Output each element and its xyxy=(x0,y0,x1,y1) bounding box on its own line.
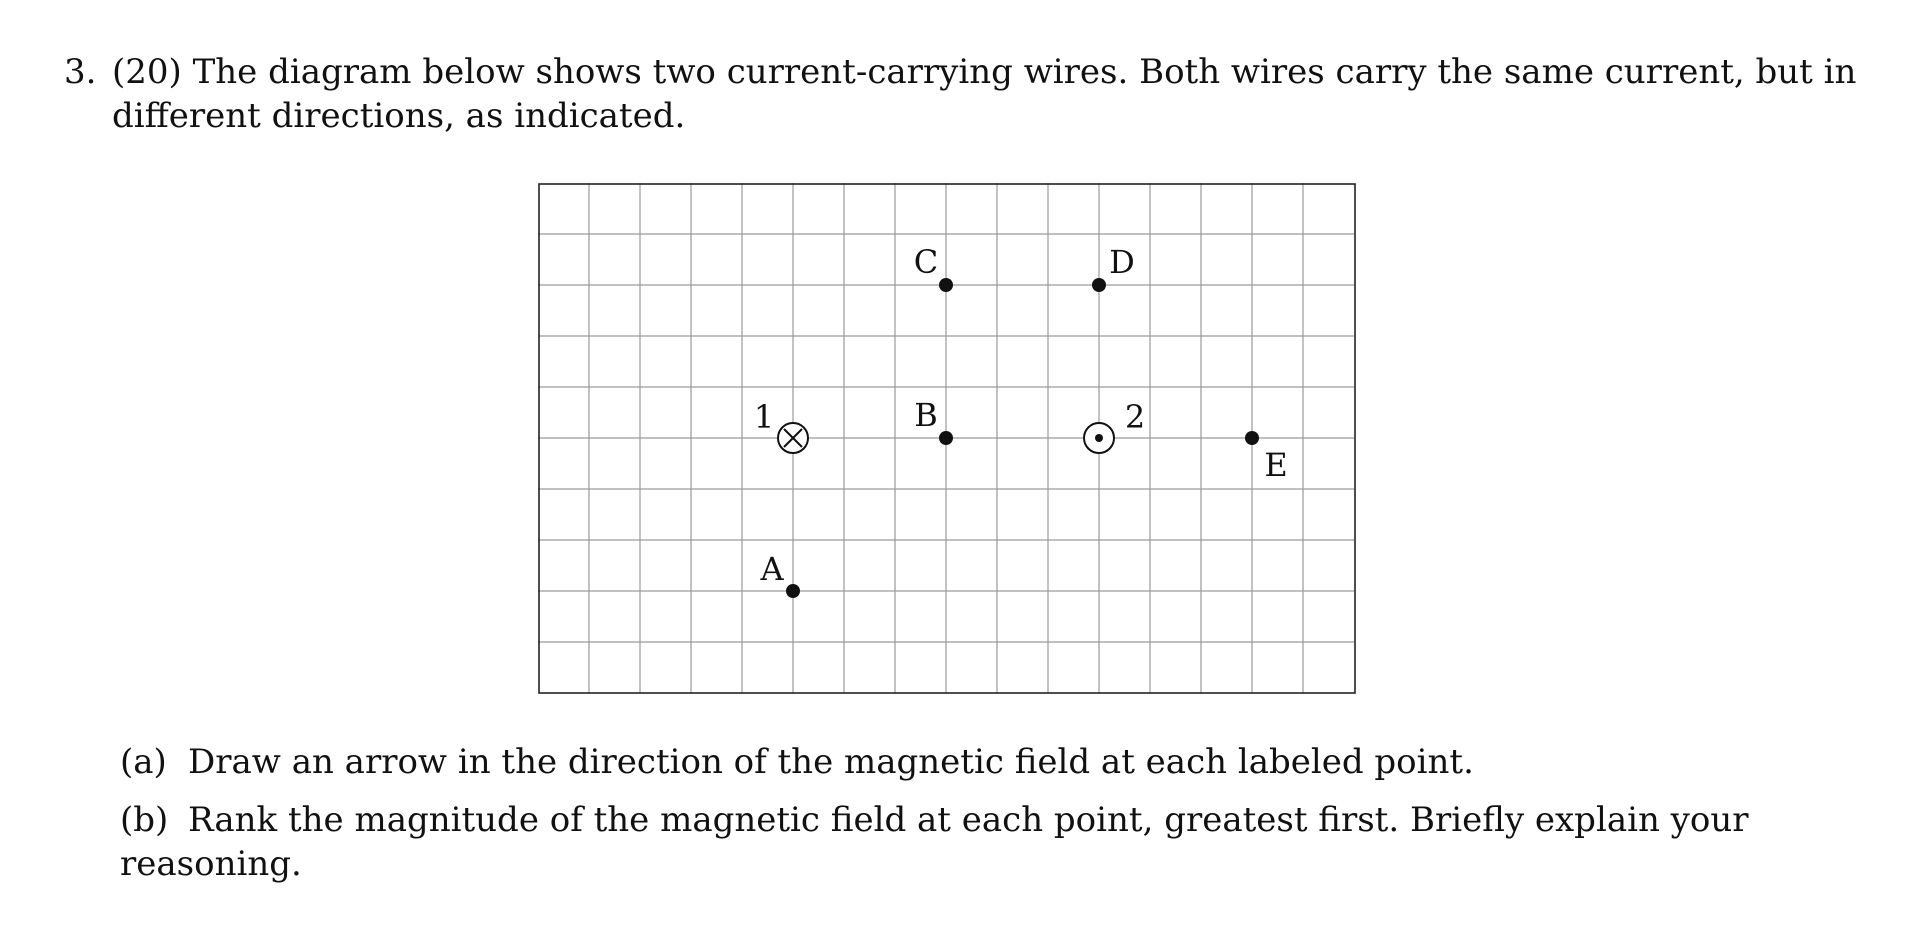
question-part-b xyxy=(120,798,1928,886)
wire-1-into-page-icon xyxy=(778,423,808,453)
wire-2-out-of-page-icon xyxy=(1084,423,1114,453)
wire-diagram xyxy=(538,183,1358,699)
part-b-text: Rank the magnitude of the magnetic field at each point, greatest first. Briefly explain your reasoning. xyxy=(120,800,1749,884)
point-d-label: D xyxy=(1109,243,1135,281)
wire-1-label: 1 xyxy=(753,398,775,436)
problem-text: (20) The diagram below shows two current-carrying wires. Both wires carry the same current, but in different directions, as indicated. xyxy=(112,52,1857,136)
point-e-dot xyxy=(1245,431,1259,445)
part-a-label: (a) xyxy=(120,742,167,782)
point-b-dot xyxy=(939,431,953,445)
point-d-dot xyxy=(1092,278,1106,292)
point-c-dot xyxy=(939,278,953,292)
problem-number: 3. xyxy=(64,52,97,92)
part-b-label: (b) xyxy=(120,800,169,840)
grid-diagram-svg xyxy=(538,183,1358,695)
point-a-label: A xyxy=(760,550,784,588)
point-a-dot xyxy=(786,584,800,598)
point-e-label: E xyxy=(1264,446,1288,484)
question-part-a xyxy=(120,740,1474,784)
part-a-text: Draw an arrow in the direction of the magnetic field at each labeled point. xyxy=(188,742,1474,782)
point-c-label: C xyxy=(913,243,939,281)
point-b-label: B xyxy=(914,396,938,434)
wire-2-label: 2 xyxy=(1124,398,1146,436)
